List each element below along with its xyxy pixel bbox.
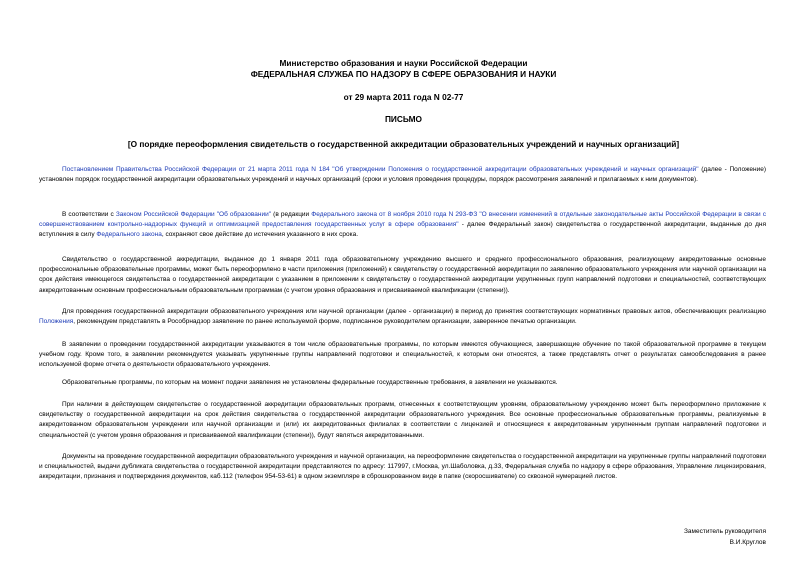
- document-date-number: от 29 марта 2011 года N 02-77: [343, 92, 464, 102]
- signature-name: В.И.Круглов: [729, 539, 766, 546]
- paragraph-5: В заявлении о проведении государственной аккредитации указываются в том числе образовательные программы, по которым имеются обучающиеся, завершающие обучение по такой образовательной программе в текущем учебном году. Кроме того, в заявлении рекомендуется указывать укрупненные группы направлений подготовки и специальностей, к которым они относятся, а также представлять отчет о результатах самообследования в ранее используемой форме отчета о деятельности образовательного учреждения.: [39, 341, 766, 369]
- link-regulation[interactable]: Положения: [39, 318, 74, 326]
- paragraph-3: Свидетельство о государственной аккредитации, выданное до 1 января 2011 года образовательному учреждению высшего и среднего профессионального образования, реализующему аккредитованные основные профессиональные образовательные программы, может быть переоформлено в части приложения (приложений) к свидетельству о государственной аккредитации по заявлению образовательного учреждения или научной организации на срок действия имеющегося свидетельства о государственной аккредитации с указанием в приложении к свидетельству о государственной аккредитации укрупненных групп направлений подготовки и специальностей, соответствующих аккредитованным основным профессиональным образовательным программам (с учетом уровня образования и присваиваемой квалификации (степени)).: [39, 256, 766, 294]
- signature-position: Заместитель руководителя: [684, 528, 766, 535]
- service-name: ФЕДЕРАЛЬНАЯ СЛУЖБА ПО НАДЗОРУ В СФЕРЕ ОБРАЗОВАНИЯ И НАУКИ: [250, 69, 557, 79]
- ministry-name: Министерство образования и науки Российской Федерации: [279, 58, 528, 68]
- link-federal-law-293[interactable]: Федерального закона от 8 ноября 2010 года N 293-ФЗ "О внесении изменений в отдельные законодательные акты Российской Федерации в связи с совершенствованием контрольно-надзорных функций и оптимизацией предоставления государственных услуг в сфере образования": [39, 211, 767, 229]
- paragraph-1: Постановлением Правительства Российской Федерации от 21 марта 2011 года N 184 "Об утверждении Положения о государственной аккредитации образовательных учреждений и научных организаций" (далее - Положение) установлен порядок государственной аккредитации образовательных учреждений и научных организаций (сроки и условия проведения процедуры, порядок рассмотрения заявлений и прилагаемых к ним документов).: [39, 166, 766, 184]
- link-government-decree-184[interactable]: Постановлением Правительства Российской Федерации от 21 марта 2011 года N 184 "Об утверждении Положения о государственной аккредитации образовательных учреждений и научных организаций": [62, 166, 699, 173]
- paragraph-8: Документы на проведение государственной аккредитации образовательного учреждения и научной организации, на переоформление свидетельства о государственной аккредитации на укрупненные группы направлений подготовки и специальностей, выдачи дубликата свидетельства о государственной аккредитации представляются по адресу: 117997, г.Москва, ул.Шаболовка, д.33, Федеральная служба по надзору в сфере образования, Управление лицензирования, аккредитации, признания и подтверждения документов, каб.112 (телефон 954-53-61) в одном экземпляре в сброшюрованном виде в папке (скоросшивателе) со сквозной нумерацией листов.: [39, 453, 766, 481]
- link-education-law[interactable]: Законом Российской Федерации "Об образовании": [115, 211, 272, 218]
- paragraph-6: Образовательные программы, по которым на момент подачи заявления не установлены федеральные государственные требования, в заявлении не указываются.: [62, 379, 558, 386]
- paragraph-4: Для проведения государственной аккредитации образовательного учреждения или научной организации (далее - организации) в период до принятия соответствующих нормативных правовых актов, обеспечивающих реализацию Положения, рекомендуем представлять в Рособрнадзор заявление по ранее используемой форме, подписанное руководителем организации, заверенное печатью организации.: [39, 308, 766, 326]
- paragraph-2: В соответствии с Законом Российской Федерации "Об образовании" (в редакции Федерального закона от 8 ноября 2010 года N 293-ФЗ "О внесении изменений в отдельные законодательные акты Российской Федерации в связи с совершенствованием контрольно-надзорных функций и оптимизацией предоставления государственных услуг в сфере образования" - далее Федеральный закон) свидетельства о государственной аккредитации, выданные до дня вступления в силу Федерального закона, сохраняют свое действие до истечения указанного в них срока.: [39, 211, 767, 239]
- link-federal-law[interactable]: Федерального закона: [96, 231, 162, 239]
- document-subject: [О порядке переоформления свидетельств о государственной аккредитации образовательных учреждений и научных организаций]: [127, 139, 680, 149]
- paragraph-7: При наличии в действующем свидетельстве о государственной аккредитации образовательных программ, отнесенных к соответствующим уровням, образовательному учреждению может быть переоформлено приложение к свидетельству о государственной аккредитации на срок действия свидетельства о государственной аккредитации образовательного учреждения. Все основные профессиональные образовательные программы, реализуемые в аккредитованном образовательном учреждении или научной организации и (или) их аккредитованных филиалах в соответствии с лицензией и относящиеся к аккредитованным укрупненным группам направлений подготовки и специальностей (с учетом уровня образования и присваиваемой квалификации (степени)), будут являться аккредитованными.: [39, 401, 766, 439]
- document-type: ПИСЬМО: [384, 114, 423, 124]
